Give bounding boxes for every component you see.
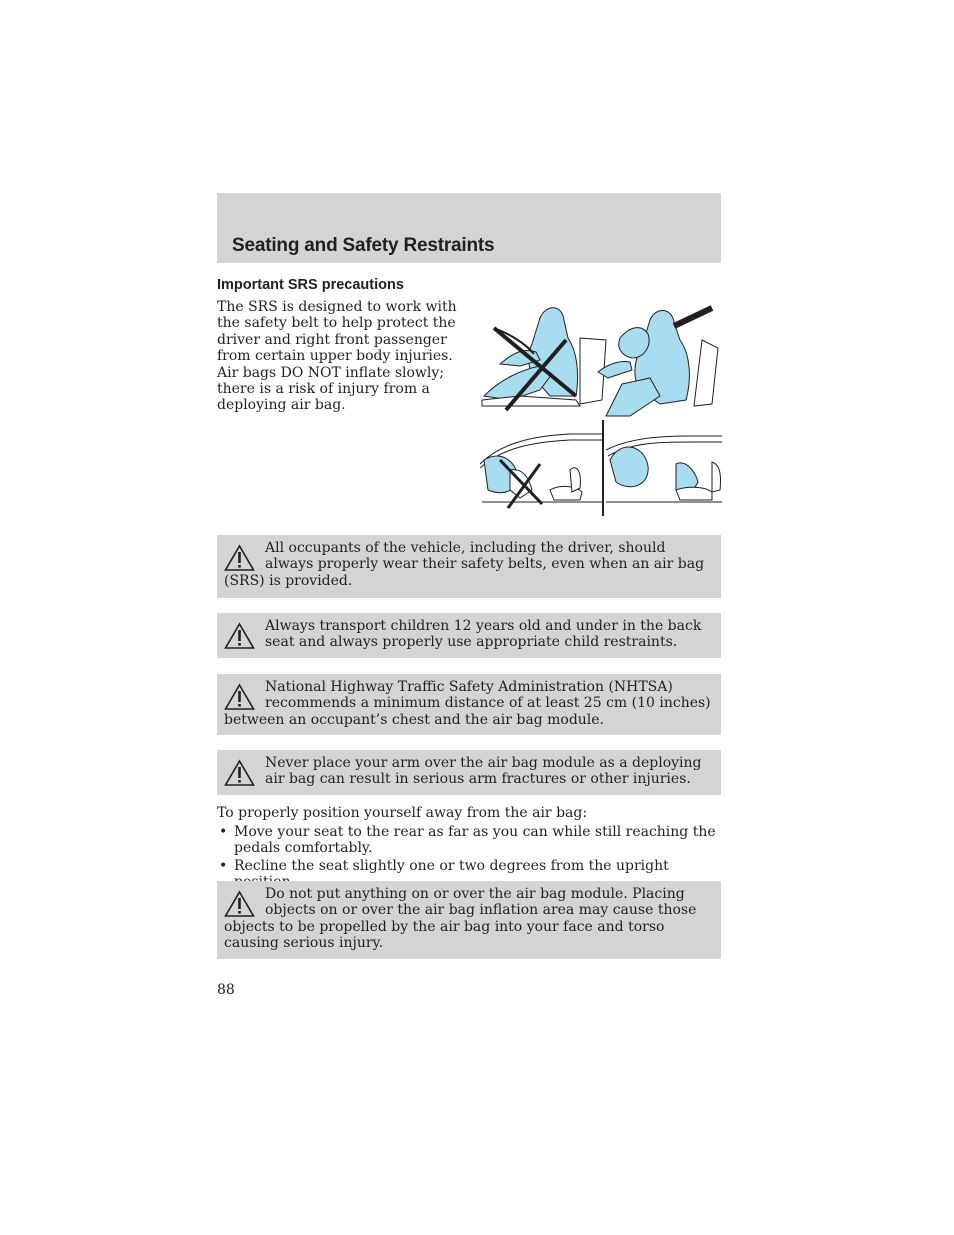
warning-triangle-icon xyxy=(224,890,255,918)
warning-box-objects xyxy=(217,881,721,959)
warning-text: National Highway Traffic Safety Administration (NHTSA) recommends a minimum distance of at least 25 cm (10 inches) between an occupant’s chest and the air bag module. xyxy=(224,679,711,728)
incorrect-position-figure xyxy=(482,308,606,406)
warning-box-arm xyxy=(217,750,721,795)
list-item xyxy=(217,824,721,857)
warning-box-seatbelts xyxy=(217,535,721,598)
section-heading: Important SRS precautions xyxy=(217,277,404,293)
correct-position-figure xyxy=(598,308,718,416)
list-item-text: Recline the seat slightly one or two degrees from the upright xyxy=(234,857,669,874)
warning-box-children xyxy=(217,613,721,658)
front-seat-child-scene xyxy=(480,434,602,502)
warning-text: All occupants of the vehicle, including the driver, should always properly wear their safety belts, even when an air bag (SRS) is provided. xyxy=(224,540,705,589)
warning-triangle-icon xyxy=(224,759,255,787)
bullet-glyph: • xyxy=(219,857,228,874)
warning-triangle-icon xyxy=(224,683,255,711)
warning-text: Never place your arm over the air bag module as a deploying air bag can result in serious arm fractures or other injuries. xyxy=(265,755,702,788)
rear-seat-child-scene xyxy=(606,436,722,502)
child-seat-illustration xyxy=(480,420,722,518)
warning-triangle-icon xyxy=(224,622,255,650)
page-title: Seating and Safety Restraints xyxy=(232,235,495,256)
list-item-text: Move your seat to the rear as far as you can while still reaching the pedals comfortably. xyxy=(234,824,716,857)
section-header xyxy=(217,193,721,263)
bullet-glyph: • xyxy=(219,824,228,840)
warning-triangle-icon xyxy=(224,544,255,572)
warning-text: Always transport children 12 years old and under in the back seat and always properly use appropriate child restraints. xyxy=(265,618,702,651)
position-intro: To properly position yourself away from the air bag: xyxy=(217,805,588,821)
page-number: 88 xyxy=(217,982,235,998)
occupant-position-illustration xyxy=(480,300,720,418)
warning-box-distance xyxy=(217,674,721,735)
intro-paragraph: The SRS is designed to work with the safety belt to help protect the driver and right front passenger from certain upper body injuries. Air bags DO NOT inflate slowly; there is a risk of injury from a deploying air bag. xyxy=(217,299,457,414)
warning-text: Do not put anything on or over the air bag module. Placing objects on or over the air bag inflation area may cause those objects to be propelled by the air bag into your face and torso causing serious injury. xyxy=(224,886,697,952)
